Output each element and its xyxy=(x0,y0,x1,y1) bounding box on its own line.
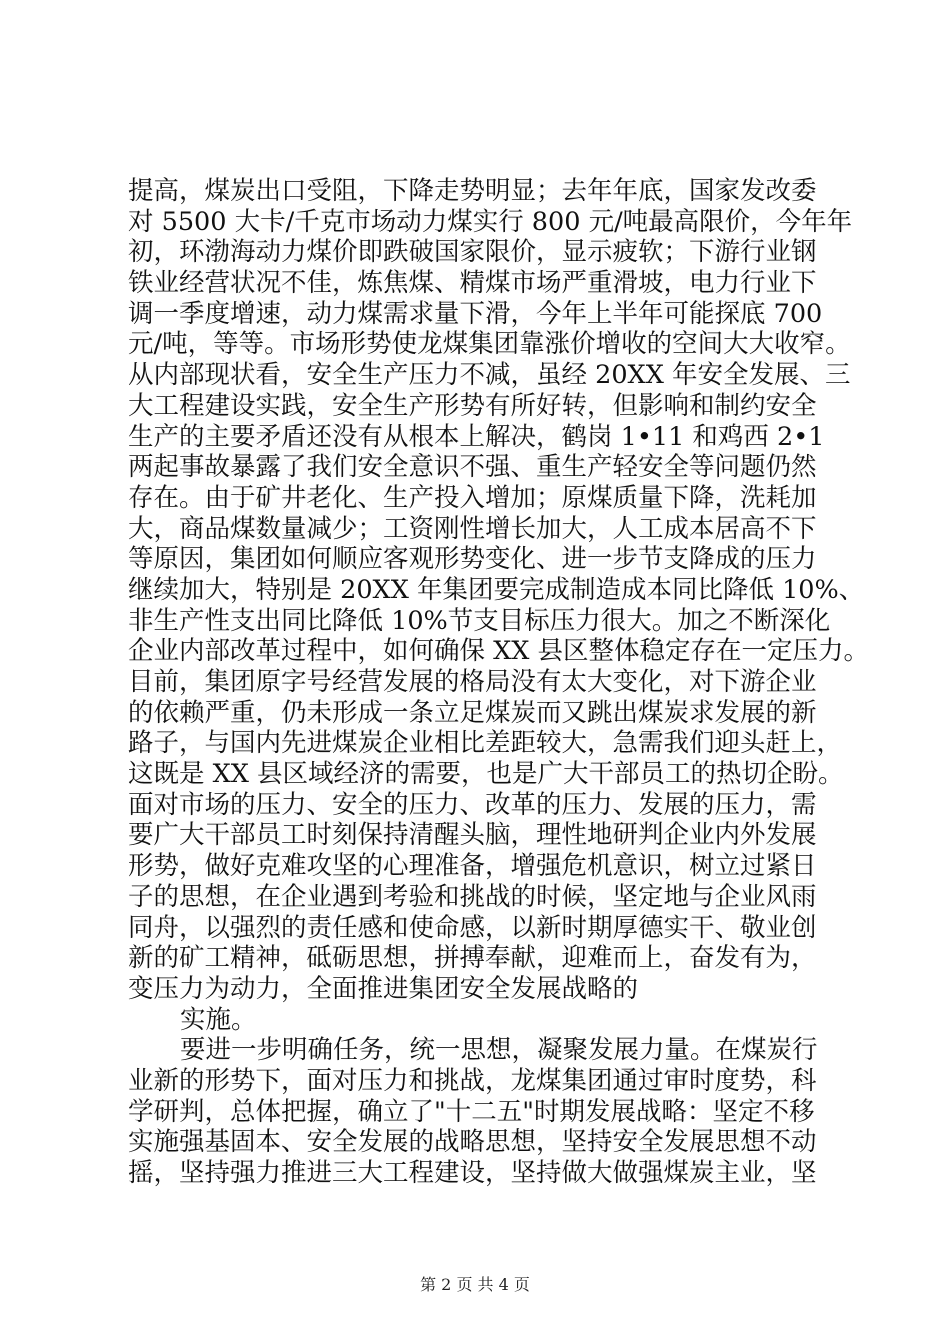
text-line: 铁业经营状况不佳，炼焦煤、精煤市场严重滑坡，电力行业下 xyxy=(128,268,817,299)
text-line: 对 5500 大卡/千克市场动力煤实行 800 元/吨最高限价，今年年 xyxy=(128,206,853,237)
text-line: 同舟，以强烈的责任感和使命感，以新时期厚德实干、敬业创 xyxy=(128,912,817,943)
text-line: 的依赖严重，仍未形成一条立足煤炭而又跳出煤炭求发展的新 xyxy=(128,697,817,728)
text-line: 目前，集团原字号经营发展的格局没有太大变化，对下游企业 xyxy=(128,667,817,697)
text-line: 两起事故暴露了我们安全意识不强、重生产轻安全等问题仍然 xyxy=(128,452,817,483)
text-line: 实施强基固本、安全发展的战略思想，坚持安全发展思想不动 xyxy=(128,1127,817,1158)
text-line: 生产的主要矛盾还没有从根本上解决，鹤岗 1•11 和鸡西 2•1 xyxy=(128,421,825,452)
document-body xyxy=(128,176,870,1189)
text-line: 业新的形势下，面对压力和挑战，龙煤集团通过审时度势，科 xyxy=(128,1065,817,1096)
continuation-line: 实施。 xyxy=(180,1004,257,1035)
page-number-footer: 第 2 页 共 4 页 xyxy=(420,1275,530,1294)
text-line: 等原因，集团如何顺应客观形势变化、进一步节支降成的压力 xyxy=(128,544,817,575)
text-line: 这既是 XX 县区域经济的需要，也是广大干部员工的热切企盼。 xyxy=(128,759,844,790)
paragraph-first-line: 要进一步明确任务，统一思想，凝聚发展力量。在煤炭行 xyxy=(180,1035,818,1066)
text-line: 路子，与国内先进煤炭企业相比差距较大，急需我们迎头赶上， xyxy=(128,728,843,759)
text-line: 要广大干部员工时刻保持清醒头脑，理性地研判企业内外发展 xyxy=(128,820,817,851)
text-line: 存在。由于矿井老化、生产投入增加；原煤质量下降，洗耗加 xyxy=(128,482,817,513)
text-line: 非生产性支出同比降低 10%节支目标压力很大。加之不断深化 xyxy=(128,605,831,636)
text-line: 继续加大，特别是 20XX 年集团要完成制造成本同比降低 10%、 xyxy=(128,574,865,605)
text-line: 摇，坚持强力推进三大工程建设，坚持做大做强煤炭主业，坚 xyxy=(128,1158,817,1188)
text-line: 元/吨，等等。市场形势使龙煤集团靠涨价增收的空间大大收窄。 xyxy=(128,329,851,360)
text-line: 新的矿工精神，砥砺思想，拼搏奉献，迎难而上，奋发有为， xyxy=(128,943,817,974)
text-line: 从内部现状看，安全生产压力不减，虽经 20XX 年安全发展、三 xyxy=(128,360,851,391)
text-line: 学研判，总体把握，确立了"十二五"时期发展战略：坚定不移 xyxy=(128,1096,815,1127)
text-line: 变压力为动力，全面推进集团安全发展战略的 xyxy=(128,973,639,1004)
text-line: 调一季度增速，动力煤需求量下滑，今年上半年可能探底 700 xyxy=(128,298,823,329)
text-line: 提高，煤炭出口受阻，下降走势明显；去年年底，国家发改委 xyxy=(128,176,817,206)
text-line: 面对市场的压力、安全的压力、改革的压力、发展的压力，需 xyxy=(128,789,817,820)
text-line: 初，环渤海动力煤价即跌破国家限价，显示疲软；下游行业钢 xyxy=(128,237,817,268)
text-line: 形势，做好克难攻坚的心理准备，增强危机意识，树立过紧日 xyxy=(128,851,817,882)
text-line: 子的思想，在企业遇到考验和挑战的时候，坚定地与企业风雨 xyxy=(128,881,817,912)
text-line: 大工程建设实践，安全生产形势有所好转，但影响和制约安全 xyxy=(128,390,817,421)
text-line: 大，商品煤数量减少；工资刚性增长加大，人工成本居高不下 xyxy=(128,513,817,544)
text-line: 企业内部改革过程中，如何确保 XX 县区整体稳定存在一定压力。 xyxy=(128,636,870,667)
